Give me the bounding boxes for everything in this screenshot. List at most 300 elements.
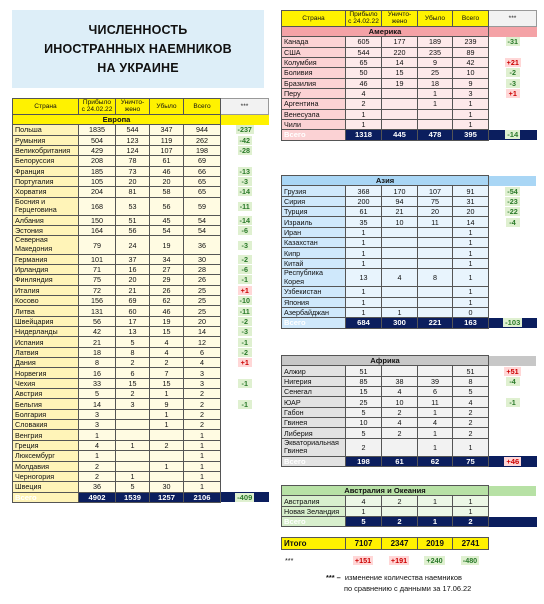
destroyed-value	[382, 506, 418, 516]
total-value: 8	[453, 376, 489, 386]
left-value: 4	[150, 347, 184, 357]
country-name: Литва	[13, 306, 79, 316]
destroyed-value	[382, 99, 418, 109]
total-value: 36	[184, 236, 221, 254]
delta-badge: -1	[238, 338, 252, 347]
left-value: 347	[150, 125, 184, 135]
delta-badge-cell	[489, 287, 537, 297]
arrived-value: 4	[346, 496, 382, 506]
region-blank	[489, 486, 537, 496]
left-value: 15	[150, 378, 184, 388]
total-value: 1	[184, 461, 221, 471]
left-value	[418, 109, 453, 119]
total-value: 239	[453, 37, 489, 47]
arrived-value: 368	[346, 186, 382, 196]
left-value: 2	[150, 358, 184, 368]
delta-badge-cell	[221, 451, 269, 461]
left-value: 29	[150, 275, 184, 285]
total-value: 2	[184, 409, 221, 419]
total-value: 4	[453, 397, 489, 407]
table-row	[13, 316, 269, 326]
delta-badge: +21	[506, 58, 519, 68]
left-value: 1	[150, 420, 184, 430]
america-table	[281, 10, 537, 141]
destroyed-value	[382, 287, 418, 297]
grand-total-arrived: 7107	[346, 538, 382, 550]
arrived-value: 18	[79, 347, 116, 357]
arrived-total: 5	[346, 517, 382, 527]
arrived-value: 8	[79, 358, 116, 368]
total-label: Всего	[13, 492, 79, 502]
total-value: 1	[453, 438, 489, 456]
table-row	[282, 428, 537, 438]
left-value: 19	[150, 316, 184, 326]
delta-badge: -2	[238, 317, 252, 326]
header-country: Страна	[13, 99, 79, 115]
total-value: 5	[453, 387, 489, 397]
left-total: 1257	[150, 492, 184, 502]
arrived-value: 13	[346, 269, 382, 287]
destroyed-value: 53	[116, 197, 150, 215]
delta-badge-cell	[489, 307, 537, 317]
table-row	[282, 88, 537, 98]
arrived-value: 72	[79, 285, 116, 295]
country-name: Венгрия	[13, 430, 79, 440]
country-name: Казахстан	[282, 238, 346, 248]
country-name: Швеция	[13, 482, 79, 492]
country-name: Германия	[13, 254, 79, 264]
total-value: 1	[453, 227, 489, 237]
country-name: Румыния	[13, 135, 79, 145]
country-name: Чехия	[13, 378, 79, 388]
table-row	[13, 389, 269, 399]
arrived-value: 168	[79, 197, 116, 215]
country-name: Северная Македония	[13, 236, 79, 254]
left-value	[418, 287, 453, 297]
left-value: 54	[150, 226, 184, 236]
left-value	[418, 366, 453, 376]
delta-badge-cell	[221, 440, 269, 450]
total-value: 65	[184, 176, 221, 186]
table-row	[13, 226, 269, 236]
arrived-value: 204	[79, 187, 116, 197]
table-row	[13, 337, 269, 347]
country-name: Финляндия	[13, 275, 79, 285]
arrived-value: 65	[346, 57, 382, 67]
header-delta: ***	[221, 99, 269, 115]
table-row	[13, 399, 269, 409]
total-value: 262	[184, 135, 221, 145]
total-value: 1	[453, 109, 489, 119]
delta-total: -480	[462, 555, 478, 565]
total-total: 395	[453, 130, 489, 140]
destroyed-value	[116, 451, 150, 461]
left-value: 1	[418, 407, 453, 417]
arrived-value: 3	[79, 420, 116, 430]
total-value: 3	[184, 368, 221, 378]
total-value: 2	[184, 399, 221, 409]
delta-badge-cell	[221, 166, 269, 176]
arrived-value: 1	[79, 451, 116, 461]
total-label: Всего	[282, 456, 346, 466]
total-row	[282, 517, 537, 527]
delta-destroyed: +191	[390, 555, 408, 565]
destroyed-value: 2	[382, 407, 418, 417]
country-name: Чили	[282, 119, 346, 129]
asia-table	[281, 175, 537, 329]
header-destroyed: Уничто-жено	[382, 11, 418, 27]
destroyed-value	[116, 420, 150, 430]
table-row	[13, 306, 269, 316]
destroyed-value: 3	[116, 399, 150, 409]
delta-badge-cell	[489, 109, 537, 119]
destroyed-value: 2	[116, 358, 150, 368]
country-name: Норвегия	[13, 368, 79, 378]
delta-summary-row	[281, 554, 488, 566]
delta-badge-cell	[489, 438, 537, 456]
country-name: Ирландия	[13, 264, 79, 274]
delta-badge: -11	[239, 201, 250, 211]
country-name: Хорватия	[13, 187, 79, 197]
total-value: 20	[184, 316, 221, 326]
footnote-line-1: изменение количества наемников	[344, 573, 462, 582]
left-value	[418, 119, 453, 129]
left-value	[418, 238, 453, 248]
destroyed-value: 21	[382, 207, 418, 217]
table-row	[282, 196, 537, 206]
delta-badge-cell	[489, 418, 537, 428]
delta-badge-cell	[489, 366, 537, 376]
country-name: Колумбия	[282, 57, 346, 67]
delta-left: +240	[426, 555, 443, 565]
delta-badge-cell	[221, 135, 269, 145]
grand-total-left: 2019	[418, 538, 453, 550]
region-label: Америка	[282, 26, 489, 36]
delta-badge: +1	[238, 286, 252, 295]
left-value: 6	[418, 387, 453, 397]
destroyed-value: 17	[116, 316, 150, 326]
delta-total-badge: -409	[237, 492, 253, 502]
arrived-value: 2	[346, 99, 382, 109]
delta-badge-cell	[221, 264, 269, 274]
arrived-value: 1	[346, 248, 382, 258]
total-value: 0	[453, 307, 489, 317]
africa-table	[281, 355, 537, 467]
arrived-value: 1835	[79, 125, 116, 135]
region-row	[13, 114, 269, 124]
table-row	[282, 99, 537, 109]
left-value: 46	[150, 306, 184, 316]
table-row	[13, 471, 269, 481]
region-row	[282, 176, 537, 186]
table-row	[13, 197, 269, 215]
table-row	[13, 254, 269, 264]
total-value: 54	[184, 226, 221, 236]
country-name: Греция	[13, 440, 79, 450]
country-name: Сенегал	[282, 387, 346, 397]
arrived-total: 1318	[346, 130, 382, 140]
left-value: 2	[150, 440, 184, 450]
delta-badge-cell	[489, 258, 537, 268]
total-row	[282, 130, 537, 140]
arrived-value: 75	[79, 275, 116, 285]
total-row	[13, 492, 269, 502]
delta-badge-cell	[489, 376, 537, 386]
destroyed-value: 78	[116, 156, 150, 166]
delta-badge-cell	[221, 197, 269, 215]
total-value: 30	[184, 254, 221, 264]
region-row	[282, 356, 537, 366]
header-row	[13, 99, 269, 115]
left-value: 75	[418, 196, 453, 206]
table-row	[282, 287, 537, 297]
destroyed-value: 220	[382, 47, 418, 57]
left-value	[418, 258, 453, 268]
region-label: Африка	[282, 356, 489, 366]
destroyed-value	[382, 366, 418, 376]
delta-badge: -3	[238, 177, 252, 186]
arrived-value: 4	[79, 440, 116, 450]
table-row	[13, 285, 269, 295]
header-left: Убыло	[150, 99, 184, 115]
left-value: 39	[418, 376, 453, 386]
table-row	[13, 451, 269, 461]
total-value: 42	[453, 57, 489, 67]
arrived-value: 1	[346, 297, 382, 307]
country-name: Кипр	[282, 248, 346, 258]
arrived-value: 2	[346, 438, 382, 456]
destroyed-value: 20	[116, 176, 150, 186]
destroyed-value: 5	[116, 337, 150, 347]
country-name: Испания	[13, 337, 79, 347]
country-name: Перу	[282, 88, 346, 98]
delta-badge-cell	[221, 368, 269, 378]
country-name: Турция	[282, 207, 346, 217]
left-value: 9	[418, 57, 453, 67]
destroyed-value: 14	[382, 57, 418, 67]
delta-badge-cell	[221, 389, 269, 399]
left-value: 4	[418, 418, 453, 428]
destroyed-value: 2	[382, 428, 418, 438]
left-value: 7	[150, 368, 184, 378]
country-name: Алжир	[282, 366, 346, 376]
delta-badge-cell	[489, 217, 537, 227]
destroyed-value	[116, 409, 150, 419]
total-value: 59	[184, 197, 221, 215]
total-value: 14	[453, 217, 489, 227]
left-value: 107	[150, 145, 184, 155]
delta-badge-cell	[221, 306, 269, 316]
destroyed-value: 13	[116, 327, 150, 337]
total-value: 2	[453, 407, 489, 417]
table-row	[13, 368, 269, 378]
delta-total-badge: -14	[507, 130, 519, 140]
delta-badge-cell	[221, 358, 269, 368]
country-name: Словакия	[13, 420, 79, 430]
destroyed-value: 20	[116, 275, 150, 285]
header-delta: ***	[489, 11, 537, 27]
delta-badge: -31	[507, 37, 518, 47]
country-name: Новая Зеландия	[282, 506, 346, 516]
table-row	[282, 307, 537, 317]
left-value: 11	[418, 217, 453, 227]
delta-badge-cell	[221, 187, 269, 197]
arrived-value: 2	[79, 471, 116, 481]
header-row	[282, 11, 537, 27]
destroyed-value: 24	[116, 236, 150, 254]
total-value: 2	[453, 428, 489, 438]
country-name: Китай	[282, 258, 346, 268]
left-total: 221	[418, 318, 453, 328]
destroyed-value: 38	[382, 376, 418, 386]
region-row	[282, 26, 537, 36]
delta-badge: -13	[239, 166, 250, 176]
country-name: Гвинея	[282, 418, 346, 428]
table-row	[13, 409, 269, 419]
country-name: Молдавия	[13, 461, 79, 471]
arrived-value: 1	[346, 287, 382, 297]
total-value: 1	[453, 297, 489, 307]
destroyed-value	[382, 258, 418, 268]
destroyed-value	[382, 438, 418, 456]
left-value: 34	[150, 254, 184, 264]
delta-badge: -42	[239, 135, 250, 145]
destroyed-value: 81	[116, 187, 150, 197]
delta-summary-label: ***	[285, 555, 294, 565]
table-row	[13, 275, 269, 285]
left-value: 107	[418, 186, 453, 196]
country-name: Габон	[282, 407, 346, 417]
delta-badge: -3	[506, 79, 520, 88]
country-name: Бразилия	[282, 78, 346, 88]
destroyed-value: 544	[116, 125, 150, 135]
country-name: Люксембург	[13, 451, 79, 461]
delta-badge-cell	[489, 227, 537, 237]
destroyed-total: 2	[382, 517, 418, 527]
table-row	[282, 506, 537, 516]
arrived-value: 14	[79, 399, 116, 409]
delta-badge: -22	[507, 207, 518, 217]
total-value: 91	[453, 186, 489, 196]
delta-badge: -10	[239, 296, 250, 306]
total-value: 1	[453, 248, 489, 258]
delta-badge-cell	[221, 236, 269, 254]
country-name: Узбекистан	[282, 287, 346, 297]
left-value	[418, 248, 453, 258]
arrived-value: 429	[79, 145, 116, 155]
destroyed-value: 15	[382, 68, 418, 78]
country-name: США	[282, 47, 346, 57]
region-label: Австралия и Океания	[282, 486, 489, 496]
header-country: Страна	[282, 11, 346, 27]
total-value: 3	[453, 88, 489, 98]
arrived-value: 16	[79, 368, 116, 378]
table-row	[13, 176, 269, 186]
table-row	[13, 327, 269, 337]
table-row	[13, 156, 269, 166]
country-name: Нидерланды	[13, 327, 79, 337]
delta-arrived: +151	[354, 555, 372, 565]
delta-badge-cell	[221, 461, 269, 471]
country-name: Грузия	[282, 186, 346, 196]
table-row	[13, 215, 269, 225]
arrived-value: 504	[79, 135, 116, 145]
title-line-1: ЧИСЛЕННОСТЬ	[88, 22, 188, 37]
delta-badge: -14	[239, 215, 250, 225]
table-row	[282, 397, 537, 407]
arrived-value: 35	[346, 217, 382, 227]
arrived-value: 156	[79, 296, 116, 306]
destroyed-value: 94	[382, 196, 418, 206]
left-value	[418, 297, 453, 307]
delta-badge-cell	[489, 407, 537, 417]
country-name: Боливия	[282, 68, 346, 78]
arrived-value: 101	[79, 254, 116, 264]
arrived-value: 5	[346, 407, 382, 417]
arrived-value: 1	[346, 307, 382, 317]
arrived-value: 79	[79, 236, 116, 254]
country-name: Сирия	[282, 196, 346, 206]
left-value: 1	[418, 88, 453, 98]
destroyed-value: 6	[116, 368, 150, 378]
left-value: 18	[418, 78, 453, 88]
arrived-value: 36	[79, 482, 116, 492]
total-value: 1	[453, 496, 489, 506]
arrived-value: 105	[79, 176, 116, 186]
total-value: 1	[453, 258, 489, 268]
delta-badge-cell	[489, 68, 537, 78]
table-row	[282, 366, 537, 376]
destroyed-value	[382, 109, 418, 119]
left-value: 119	[150, 135, 184, 145]
arrived-value: 1	[346, 227, 382, 237]
delta-badge-cell	[489, 47, 537, 57]
left-value: 56	[150, 197, 184, 215]
table-row	[282, 47, 537, 57]
destroyed-value: 2	[116, 389, 150, 399]
arrived-total: 198	[346, 456, 382, 466]
table-row	[282, 248, 537, 258]
delta-badge-cell	[221, 399, 269, 409]
total-value: 3	[184, 378, 221, 388]
delta-badge-cell	[489, 387, 537, 397]
total-value: 31	[453, 196, 489, 206]
country-name: Иран	[282, 227, 346, 237]
left-value: 15	[150, 327, 184, 337]
table-row	[282, 496, 537, 506]
oceania-table	[281, 485, 537, 527]
total-label: Всего	[282, 130, 346, 140]
destroyed-value: 51	[116, 215, 150, 225]
arrived-value: 56	[79, 316, 116, 326]
delta-badge-cell	[221, 215, 269, 225]
destroyed-value	[382, 248, 418, 258]
destroyed-value	[382, 238, 418, 248]
arrived-value: 544	[346, 47, 382, 57]
left-value: 1	[418, 428, 453, 438]
delta-badge: -11	[239, 306, 250, 316]
country-name: Албания	[13, 215, 79, 225]
total-value: 25	[184, 296, 221, 306]
delta-badge-cell	[489, 78, 537, 88]
left-value	[150, 430, 184, 440]
total-value: 26	[184, 275, 221, 285]
arrived-value: 33	[79, 378, 116, 388]
country-name: Босния и Герцеговина	[13, 197, 79, 215]
table-row	[13, 347, 269, 357]
region-blank	[489, 26, 537, 36]
left-value: 58	[150, 187, 184, 197]
